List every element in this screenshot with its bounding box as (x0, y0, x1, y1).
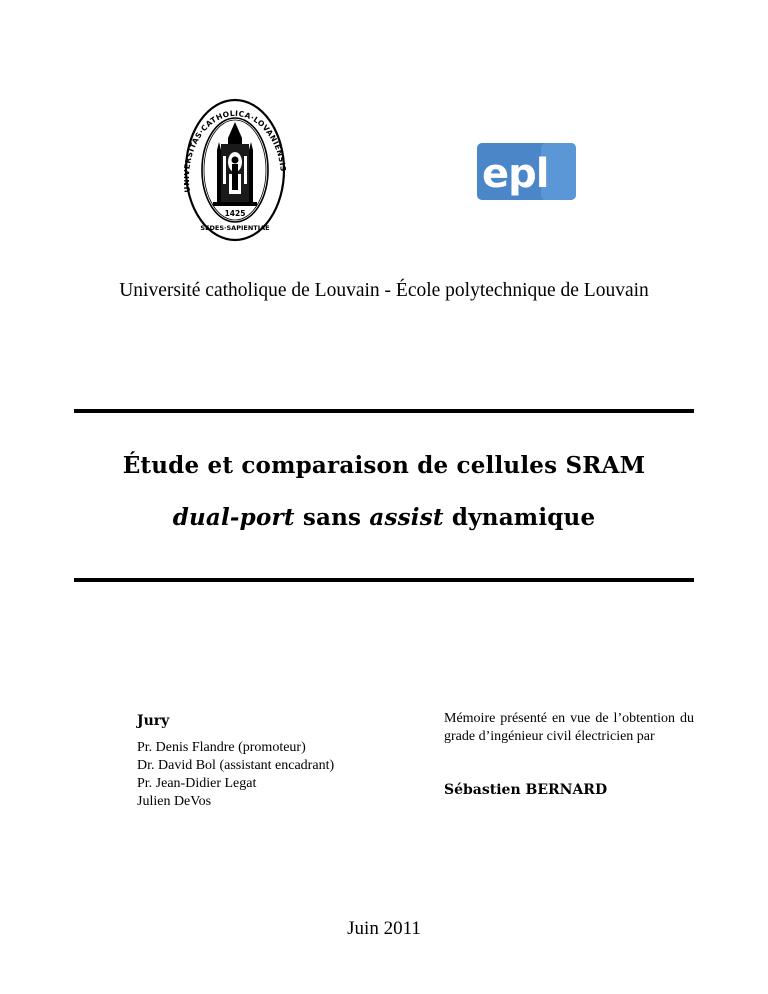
svg-text:UNIVERSITAS·CATHOLICA·LOVANIEN: RSITAS·CATHOLICA·LOVANIENS (184, 108, 286, 165)
title-dynamique: dynamique (443, 504, 596, 531)
jury-list (137, 739, 334, 811)
jury-member: Julien DeVos (137, 794, 212, 809)
bottom-rule (74, 578, 694, 582)
thesis-title-line2 (0, 504, 768, 531)
svg-text:1425: 1425 (224, 209, 246, 218)
thesis-description: Mémoire présenté en vue de l’obtention du grade d’ingénieur civil électricien par (444, 711, 694, 744)
top-rule (74, 409, 694, 413)
university-name: Université catholique de Louvain - École polytechnique de Louvain (119, 280, 649, 301)
thesis-title-line1: Étude et comparaison de cellules SRAM (122, 452, 646, 479)
university-seal-logo (184, 98, 286, 242)
svg-text:SEDES·SAPIENTIAE: SEDES·SAPIENTIAE (200, 224, 270, 232)
epl-logo (477, 143, 576, 200)
author-name: Sébastien BERNARD (444, 782, 608, 798)
jury-member: Dr. David Bol (assistant encadrant) (137, 758, 335, 773)
jury-member: Pr. Denis Flandre (promoteur) (137, 740, 306, 755)
submission-date: Juin 2011 (347, 918, 421, 939)
jury-heading: Jury (137, 713, 170, 729)
svg-text:epl: epl (482, 151, 549, 197)
jury-member: Pr. Jean-Didier Legat (137, 776, 257, 791)
title-assist: assist (369, 504, 444, 531)
title-sans: sans (294, 504, 370, 531)
title-dual-port: dual-port (172, 504, 295, 531)
